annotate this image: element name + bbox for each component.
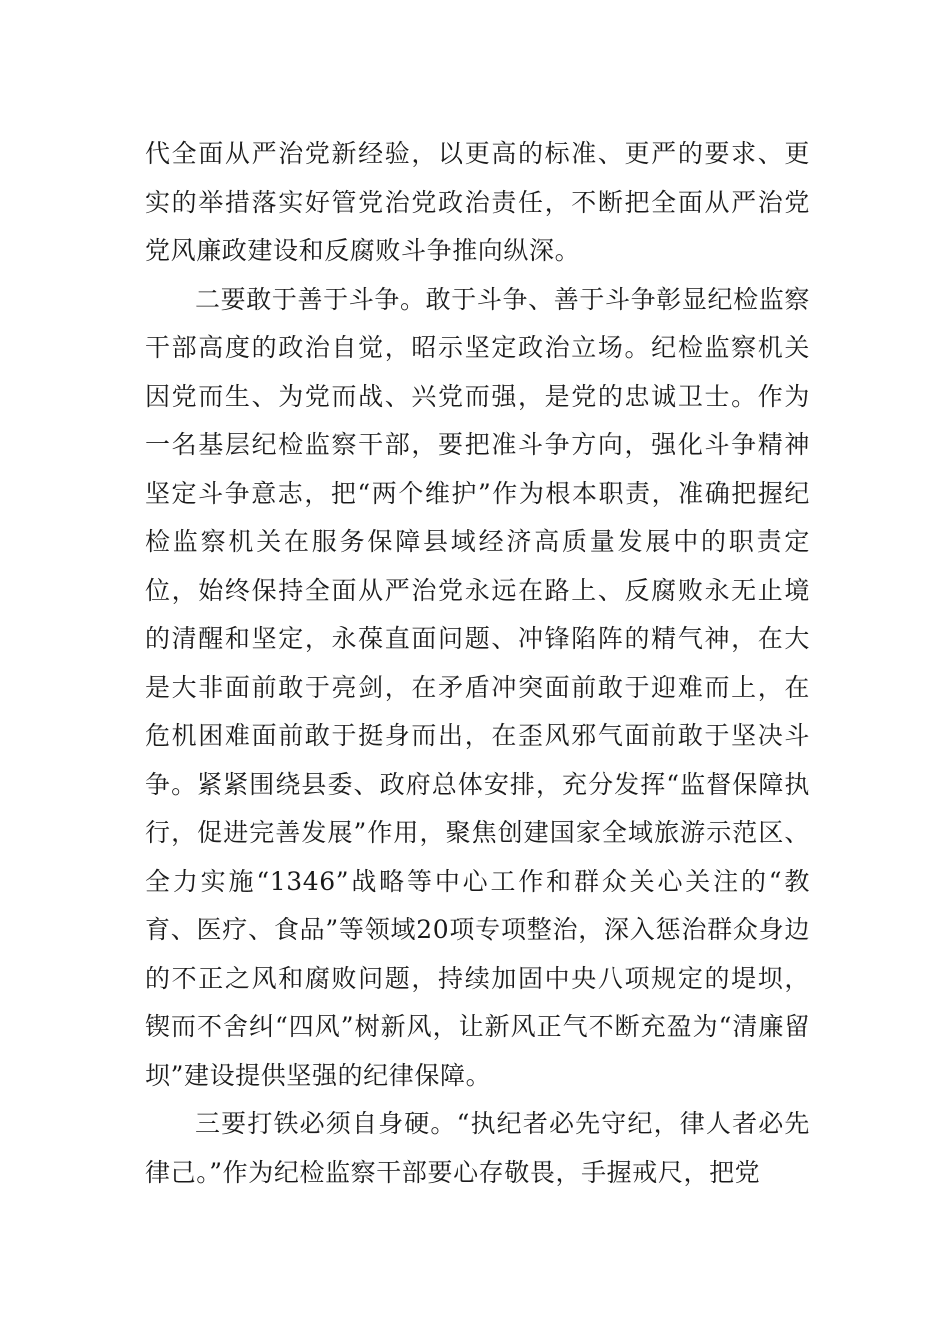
paragraph-self-discipline: 三要打铁必须自身硬。“执纪者必先守纪，律人者必先律己。”作为纪检监察干部要心存敬畏，手握戒尺，把党 [145,1109,810,1187]
document-body [145,130,810,1197]
paragraph-continuation: 代全面从严治党新经验，以更高的标准、更严的要求、更实的举措落实好管党治党政治责任，不断把全面从严治党党风廉政建设和反腐败斗争推向纵深。 [145,139,810,265]
paragraph-dare-to-struggle: 二要敢于善于斗争。敢于斗争、善于斗争彰显纪检监察干部高度的政治自觉，昭示坚定政治立场。纪检监察机关因党而生、为党而战、兴党而强，是党的忠诚卫士。作为一名基层纪检监察干部，要把准斗争方向，强化斗争精神坚定斗争意志，把“两个维护”作为根本职责，准确把握纪检监察机关在服务保障县域经济高质量发展中的职责定位，始终保持全面从严治党永远在路上、反腐败永无止境的清醒和坚定，永葆直面问题、冲锋陷阵的精气神，在大是大非面前敢于亮剑，在矛盾冲突面前敢于迎难而上，在危机困难面前敢于挺身而出，在歪风邪气面前敢于坚决斗争。紧紧围绕县委、政府总体安排，充分发挥“监督保障执行，促进完善发展”作用，聚焦创建国家全域旅游示范区、全力实施“1346”战略等中心工作和群众关心关注的“教育、医疗、食品”等领域20项专项整治，深入惩治群众身边的不正之风和腐败问题，持续加固中央八项规定的堤坝，锲而不舍纠“四风”树新风，让新风正气不断充盈为“清廉留坝”建设提供坚强的纪律保障。 [145,284,810,1090]
